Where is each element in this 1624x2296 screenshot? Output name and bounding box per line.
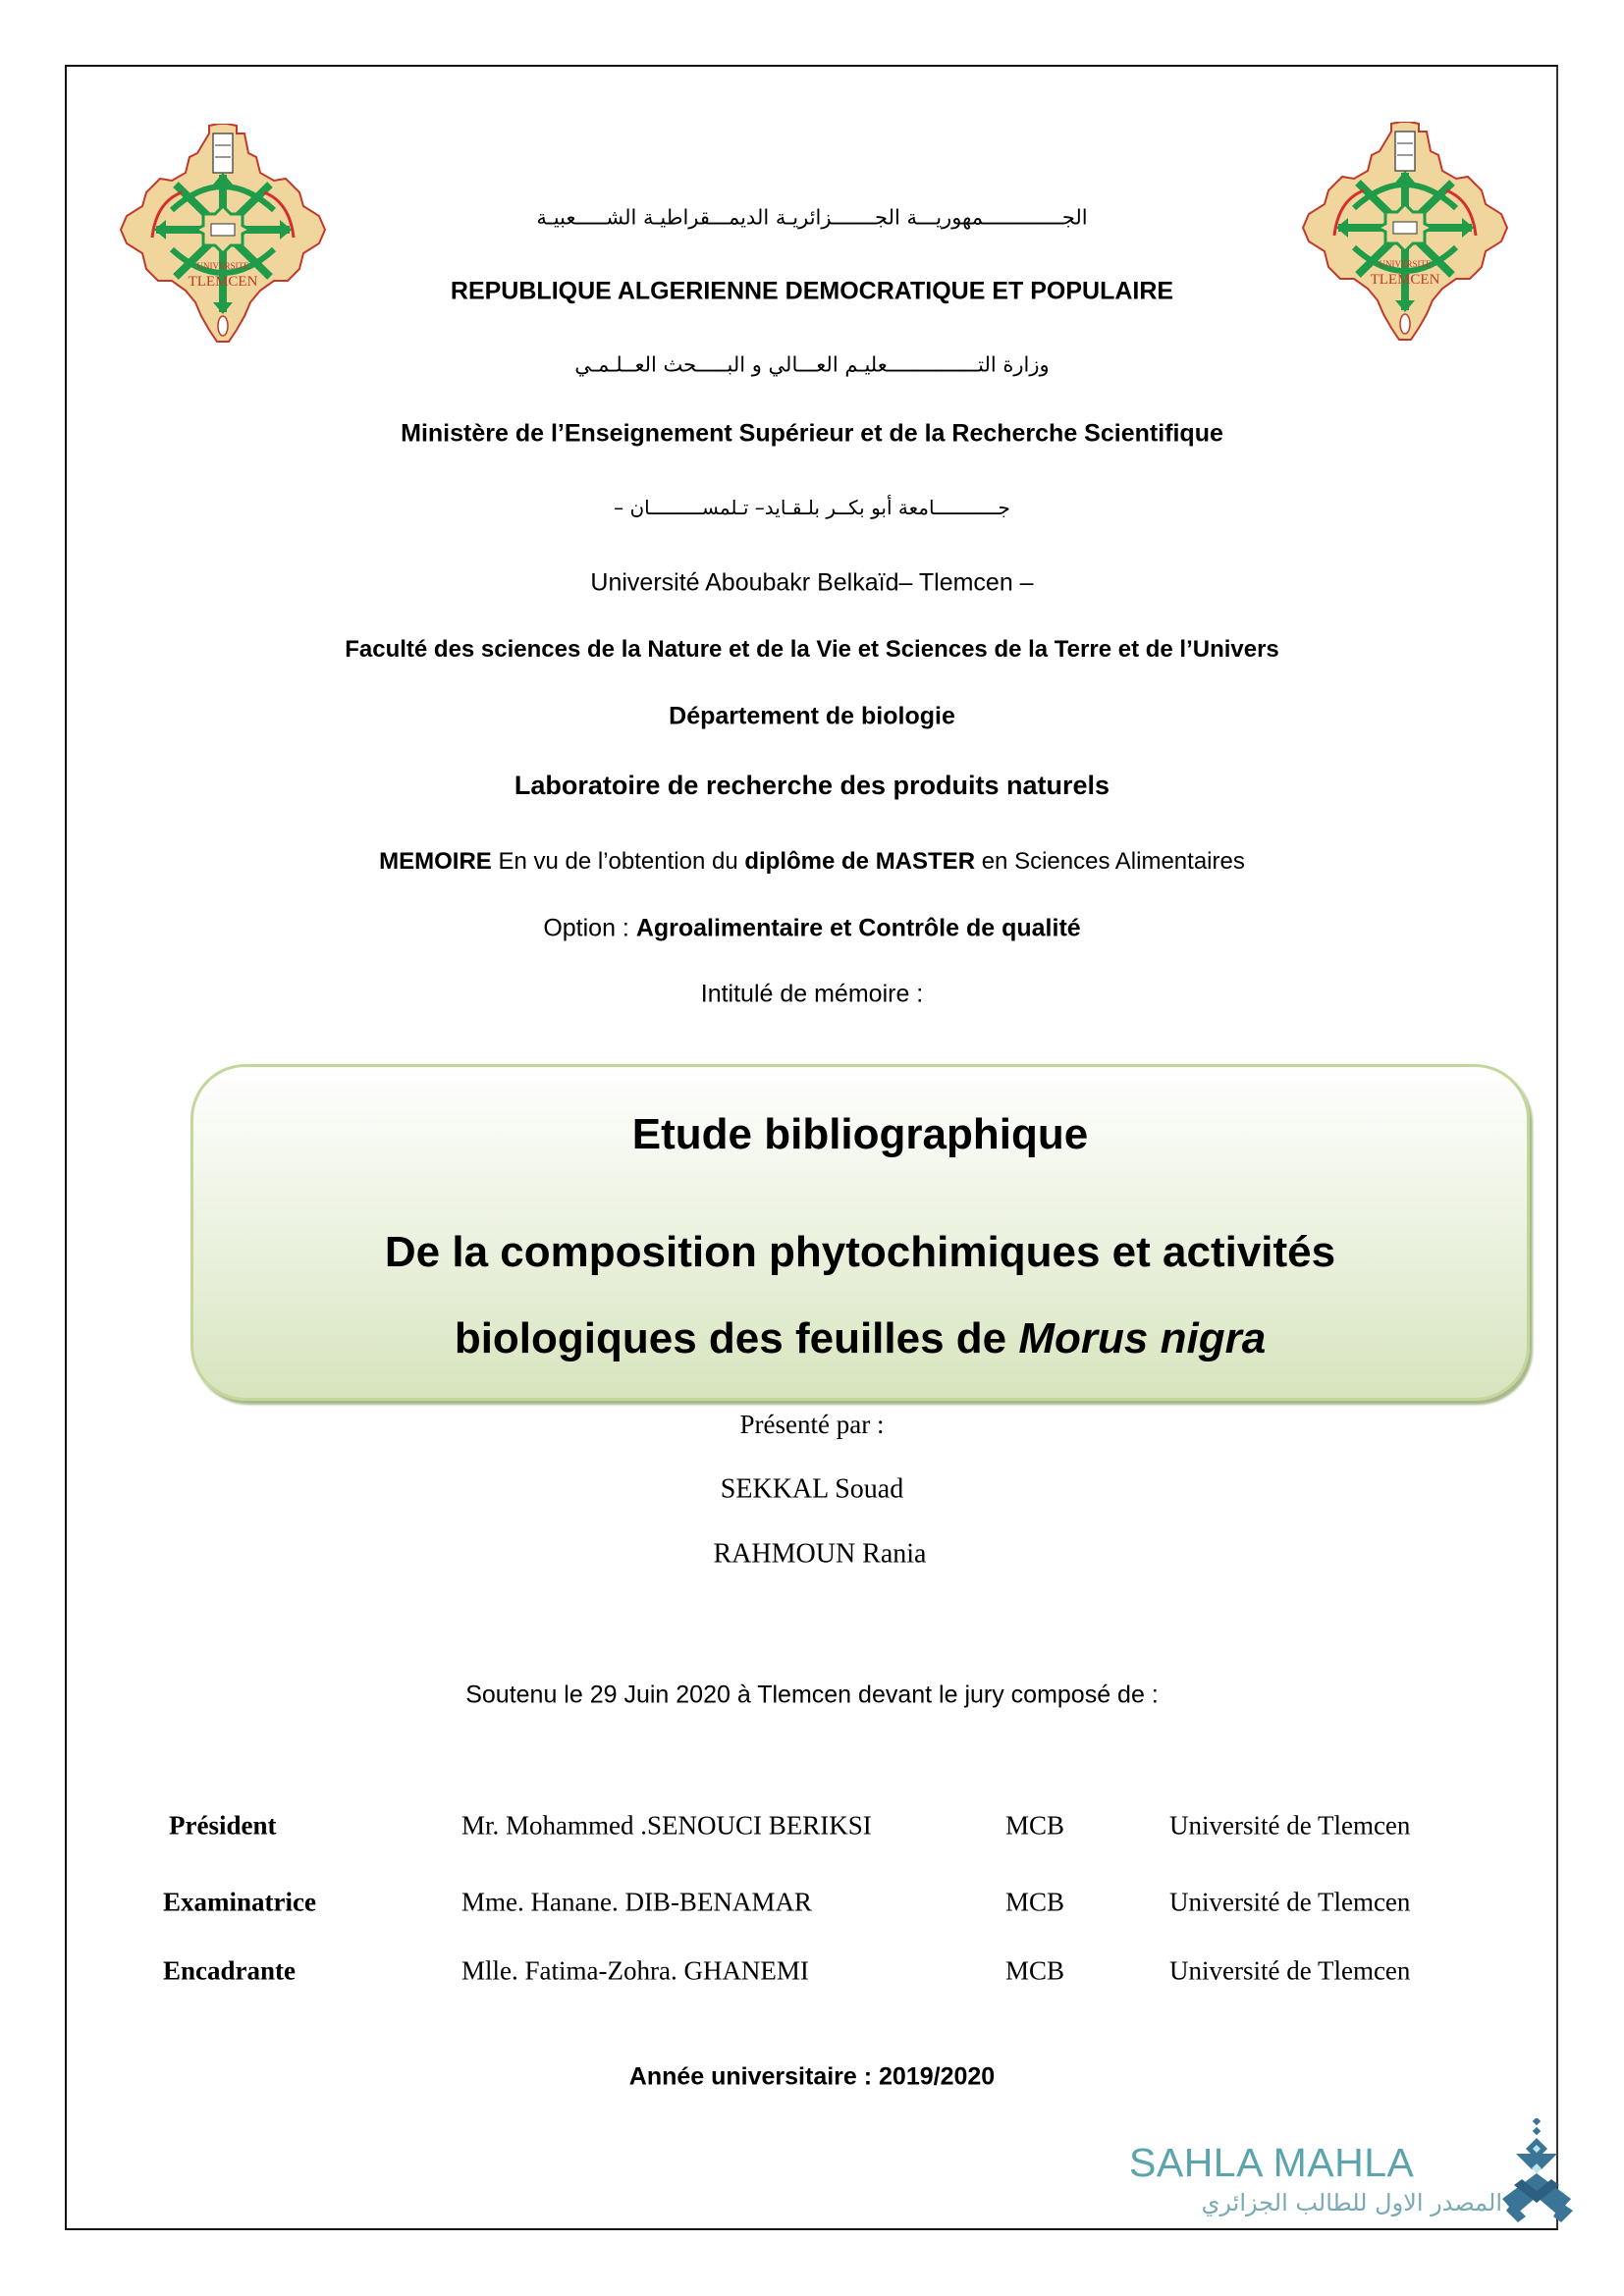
- jury-institution: Université de Tlemcen: [1169, 1955, 1411, 1986]
- defense-statement: Soutenu le 29 Juin 2020 à Tlemcen devant le jury composé de :: [465, 1681, 1159, 1709]
- arabic-republic-heading: الجـــــــــــــمهوريـــة الجـــــــزائريـة الديمـــقراطيـة الشـــــعبيـة: [536, 205, 1088, 230]
- presenter-name: SEKKAL Souad: [720, 1473, 904, 1505]
- laboratory-heading: Laboratoire de recherche des produits naturels: [514, 771, 1110, 801]
- arabic-ministry-heading: وزارة التـــــــــــــــعليـم العـــالي و البـــــحث العــلـمـي: [574, 352, 1050, 377]
- university-emblem-left-icon: [117, 124, 329, 344]
- republic-heading: REPUBLIQUE ALGERIENNE DEMOCRATIQUE ET POPULAIRE: [450, 277, 1174, 305]
- department-heading: Département de biologie: [669, 702, 955, 730]
- jury-role: Président: [169, 1810, 277, 1841]
- jury-institution: Université de Tlemcen: [1169, 1887, 1411, 1917]
- academic-year: Année universitaire : 2019/2020: [628, 2062, 996, 2091]
- jury-member-name: Mlle. Fatima-Zohra. GHANEMI: [461, 1955, 809, 1986]
- thesis-title-label: Intitulé de mémoire :: [700, 980, 924, 1008]
- faculty-heading: Faculté des sciences de la Nature et de la Vie et Sciences de la Terre et de l’Univers: [345, 635, 1279, 663]
- jury-grade: MCB: [1005, 1887, 1065, 1917]
- svg-text:TLEMCEN: TLEMCEN: [1370, 272, 1440, 288]
- species-name: Morus nigra: [1018, 1314, 1267, 1362]
- thesis-title-line-2: De la composition phytochimiques et activités: [384, 1228, 1336, 1276]
- arabic-university-heading: جـــــــــــامعة أبو بكــر بلـقـايد– تـلمســـــــــان –: [614, 496, 1010, 519]
- university-emblem-right-icon: [1299, 122, 1511, 342]
- memoire-purpose: En vu de l’obtention du: [491, 847, 745, 875]
- svg-text:UNIVERSITE: UNIVERSITE: [1379, 259, 1432, 269]
- svg-text:TLEMCEN: TLEMCEN: [188, 274, 258, 290]
- thesis-title-line-3-text: biologiques des feuilles de: [454, 1314, 1019, 1362]
- option-statement: [0, 915, 1624, 942]
- thesis-title-line-1: Etude bibliographique: [631, 1110, 1089, 1158]
- presented-by-label: Présenté par :: [739, 1410, 885, 1440]
- memoire-label: MEMOIRE: [379, 847, 492, 875]
- option-label: Option :: [543, 914, 636, 942]
- jury-role: Examinatrice: [163, 1887, 316, 1917]
- sahla-mahla-tagline: المصدر الاول للطالب الجزائري: [1201, 2189, 1502, 2216]
- memoire-field: en Sciences Alimentaires: [975, 847, 1245, 875]
- jury-grade: MCB: [1005, 1955, 1065, 1986]
- emblem-caption-top: UNIVERSITE: [196, 261, 249, 271]
- sahla-mahla-logo-icon: [1502, 2118, 1577, 2222]
- jury-role: Encadrante: [163, 1955, 296, 1986]
- diploma-label: diplôme de MASTER: [744, 847, 976, 875]
- presenter-name: RAHMOUN Rania: [713, 1538, 927, 1570]
- jury-member-name: Mme. Hanane. DIB-BENAMAR: [461, 1887, 812, 1917]
- university-heading: Université Aboubakr Belkaïd– Tlemcen –: [590, 568, 1034, 597]
- memoire-statement: [0, 849, 1624, 875]
- jury-grade: MCB: [1005, 1810, 1065, 1841]
- option-value: Agroalimentaire et Contrôle de qualité: [635, 914, 1081, 942]
- ministry-heading: Ministère de l’Enseignement Supérieur et de la Recherche Scientifique: [401, 419, 1223, 448]
- thesis-title-line-3: [190, 1314, 1530, 1363]
- jury-member-name: Mr. Mohammed .SENOUCI BERIKSI: [461, 1810, 872, 1841]
- sahla-mahla-brand: SAHLA MAHLA: [1129, 2140, 1415, 2185]
- jury-institution: Université de Tlemcen: [1169, 1810, 1411, 1841]
